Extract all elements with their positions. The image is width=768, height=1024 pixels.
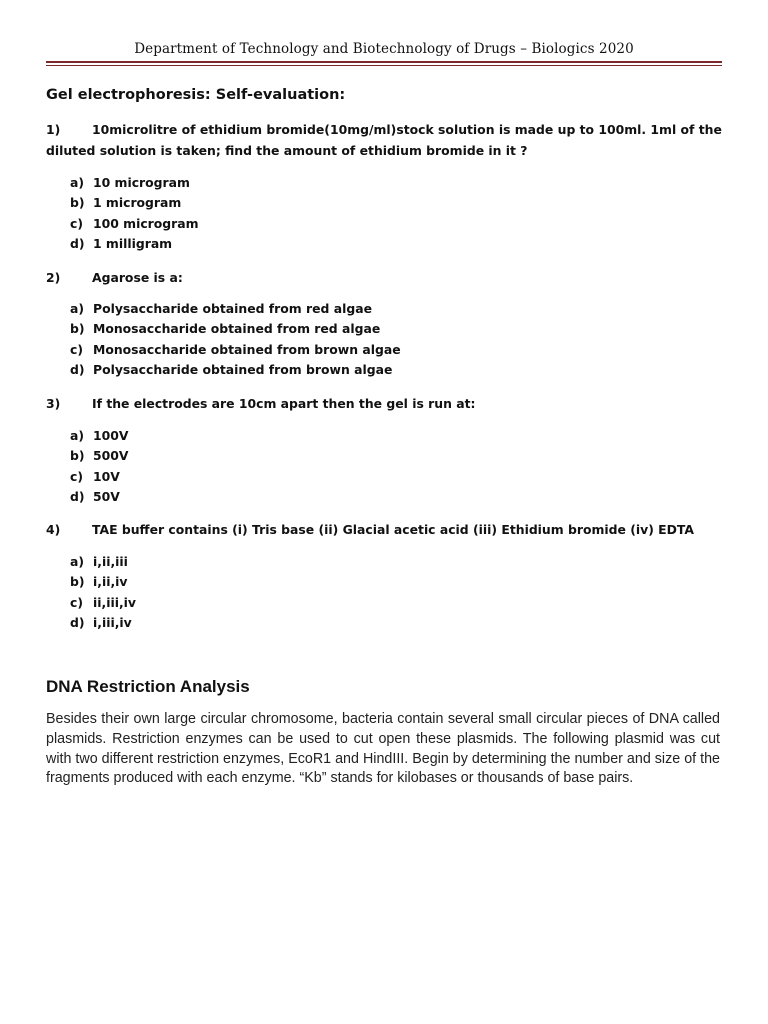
question-2-options [70,299,401,381]
option-letter: b) [70,574,85,590]
option-text: Monosaccharide obtained from red algae [93,321,381,337]
option-letter: b) [70,448,85,464]
option-item [70,467,128,487]
page-header-title: Department of Technology and Biotechnology of Drugs – Biologics 2020 [134,41,634,57]
question-number: 1) [46,122,61,137]
option-letter: a) [70,554,85,569]
option-text: 1 milligram [93,236,173,252]
option-letter: a) [70,301,85,316]
option-text: Polysaccharide obtained from red algae [93,301,372,316]
option-text: 10 microgram [93,175,190,190]
question-3-options [70,426,128,508]
option-text: Monosaccharide obtained from brown algae [93,341,401,357]
question-text: TAE buffer contains (i) Tris base (ii) Glacial acetic acid (iii) Ethidium bromide (iv) EDTA [92,522,695,537]
option-letter: c) [70,341,84,357]
option-text: 100 microgram [93,215,199,231]
question-3 [46,393,726,414]
header-divider [46,61,722,66]
option-item [70,446,128,466]
option-item [70,360,401,380]
option-letter: d) [70,236,85,252]
question-text: 10microlitre of ethidium bromide(10mg/ml)stock solution is made up to 100ml. 1ml of the diluted solution is taken; find the amount of ethidium bromide in it ? [46,122,722,158]
option-text: 100V [93,428,129,443]
option-text: ii,iii,iv [93,594,136,610]
option-item [70,340,401,360]
option-letter: c) [70,468,84,484]
option-letter: d) [70,362,85,378]
option-letter: d) [70,489,85,505]
question-text: If the electrodes are 10cm apart then the gel is run at: [92,396,476,411]
option-letter: c) [70,594,84,610]
option-item [70,193,199,213]
option-item [70,426,128,446]
question-number: 3) [46,396,61,411]
option-text: i,ii,iii [93,554,128,569]
dna-section-heading: DNA Restriction Analysis [46,677,250,696]
option-text: 10V [93,468,120,484]
question-1-options [70,173,199,255]
option-item [70,552,136,572]
option-letter: d) [70,615,85,631]
option-text: 1 microgram [93,195,182,211]
option-text: 500V [93,448,129,464]
question-4 [46,519,726,540]
question-text: Agarose is a: [92,270,183,285]
option-item [70,173,199,193]
gel-section-heading: Gel electrophoresis: Self-evaluation: [46,87,346,103]
option-letter: a) [70,175,85,190]
option-text: i,iii,iv [93,615,132,631]
question-1 [46,119,726,161]
option-item [70,234,199,254]
option-text: Polysaccharide obtained from brown algae [93,362,393,378]
question-4-options [70,552,136,634]
option-item [70,214,199,234]
question-number: 4) [46,522,61,537]
option-letter: b) [70,321,85,337]
dna-section-paragraph: Besides their own large circular chromosome, bacteria contain several small circular pieces of DNA called plasmids. Restriction enzymes can be used to cut open these plasmids. The following plasmid was cut with two different restriction enzymes, EcoR1 and HindIII. Begin by determining the number and size of the fragments produced with each enzyme. “Kb” stands for kilobases or thousands of base pairs. [46,711,720,787]
option-text: 50V [93,489,120,505]
option-text: i,ii,iv [93,574,128,590]
option-item [70,319,401,339]
option-item [70,487,128,507]
option-letter: b) [70,195,85,211]
option-item [70,299,401,319]
option-letter: c) [70,215,84,231]
option-letter: a) [70,428,85,443]
option-item [70,593,136,613]
option-item [70,572,136,592]
question-2 [46,267,726,288]
option-item [70,613,136,633]
question-number: 2) [46,270,61,285]
